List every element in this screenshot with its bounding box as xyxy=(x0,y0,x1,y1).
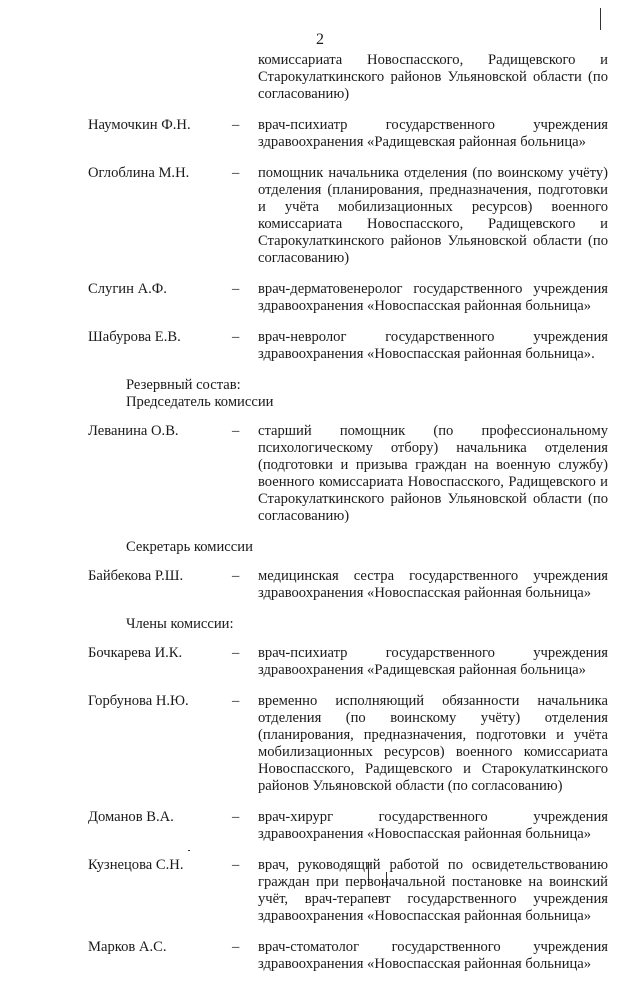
member-role: врач-дерматовенеролог государственного учреждения здравоохранения «Новоспасская районная больница» xyxy=(258,281,608,314)
dash: – xyxy=(232,423,240,439)
secretary-title: Секретарь комиссии xyxy=(126,539,253,555)
dash: – xyxy=(232,939,240,955)
member-name: Доманов В.А. xyxy=(88,809,174,825)
secretary-row xyxy=(88,568,608,602)
member-role: медицинская сестра государственного учреждения здравоохранения «Новоспасская районная больница» xyxy=(258,568,608,601)
member-role: временно исполняющий обязанности начальника отделения (по воинскому учёту) отделения (планирования, предназначения, подготовки и учёта мобилизационных ресурсов) военного комиссариата Новоспасского, Радищевского и Старокулаткинского районов Ульяновской области (по согласованию) xyxy=(258,693,608,794)
member-role: врач-психиатр государственного учреждения здравоохранения «Радищевская районная больница» xyxy=(258,117,608,150)
member-row xyxy=(88,281,608,315)
member-name: Кузнецова С.Н. xyxy=(88,857,184,873)
member-role: помощник начальника отделения (по воинскому учёту) отделения (планирования, предназначения, подготовки и учёта мобилизационных ресурсов) военного комиссариата Новоспасского, Радищевского и Старокулаткинского районов Ульяновской области (по согласованию) xyxy=(258,165,608,266)
member-name: Слугин А.Ф. xyxy=(88,281,167,297)
reserve-title: Резервный состав: xyxy=(126,377,241,393)
member-name: Горбунова Н.Ю. xyxy=(88,693,189,709)
dash: – xyxy=(232,857,240,873)
member-name: Бочкарева И.К. xyxy=(88,645,183,661)
member-row xyxy=(88,857,608,925)
member-role: врач-хирург государственного учреждения здравоохранения «Новоспасская районная больница» xyxy=(258,809,608,842)
main-members-list xyxy=(88,117,608,363)
dash: – xyxy=(232,809,240,825)
member-name: Леванина О.В. xyxy=(88,423,179,439)
reserve-members-list xyxy=(88,645,608,973)
scan-mark xyxy=(600,8,601,30)
member-role: врач, руководящий работой по освидетельствованию граждан при первоначальной постановке на воинский учёт, врач-терапевт государственного учреждения здравоохранения «Новоспасская районная больница» xyxy=(258,857,608,924)
member-name: Шабурова Е.В. xyxy=(88,329,181,345)
page-number: 2 xyxy=(316,31,324,48)
member-row xyxy=(88,693,608,795)
member-row xyxy=(88,117,608,151)
document-body xyxy=(88,52,608,987)
dash: – xyxy=(232,568,240,584)
member-role: старший помощник (по профессиональному психологическому отбору) начальника отделения (подготовки и призыва граждан на военную службу) военного комиссариата Новоспасского, Радищевского и Старокулаткинского районов Ульяновской области (по согласованию) xyxy=(258,423,608,524)
member-row xyxy=(88,809,608,843)
member-role: врач-психиатр государственного учреждения здравоохранения «Радищевская районная больница» xyxy=(258,645,608,678)
member-name: Марков А.С. xyxy=(88,939,167,955)
member-name: Байбекова Р.Ш. xyxy=(88,568,184,584)
member-role: врач-невролог государственного учреждения здравоохранения «Новоспасская районная больница». xyxy=(258,329,608,362)
continuation-row xyxy=(88,52,608,103)
dash: – xyxy=(232,117,240,133)
dash: – xyxy=(232,645,240,661)
member-row xyxy=(88,645,608,679)
dash: – xyxy=(232,281,240,297)
continuation-text: комиссариата Новоспасского, Радищевского и Старокулаткинского районов Ульяновской области (по согласованию) xyxy=(258,52,608,102)
members-title: Члены комиссии: xyxy=(126,616,234,632)
member-row xyxy=(88,329,608,363)
dash: – xyxy=(232,165,240,181)
chair-row xyxy=(88,423,608,525)
member-row xyxy=(88,165,608,267)
member-row xyxy=(88,939,608,973)
dash: – xyxy=(232,329,240,345)
member-name: Оглоблина М.Н. xyxy=(88,165,190,181)
chair-title: Председатель комиссии xyxy=(126,394,274,410)
dash: – xyxy=(232,693,240,709)
member-role: врач-стоматолог государственного учреждения здравоохранения «Новоспасская районная больница» xyxy=(258,939,608,972)
member-name: Наумочкин Ф.Н. xyxy=(88,117,191,133)
